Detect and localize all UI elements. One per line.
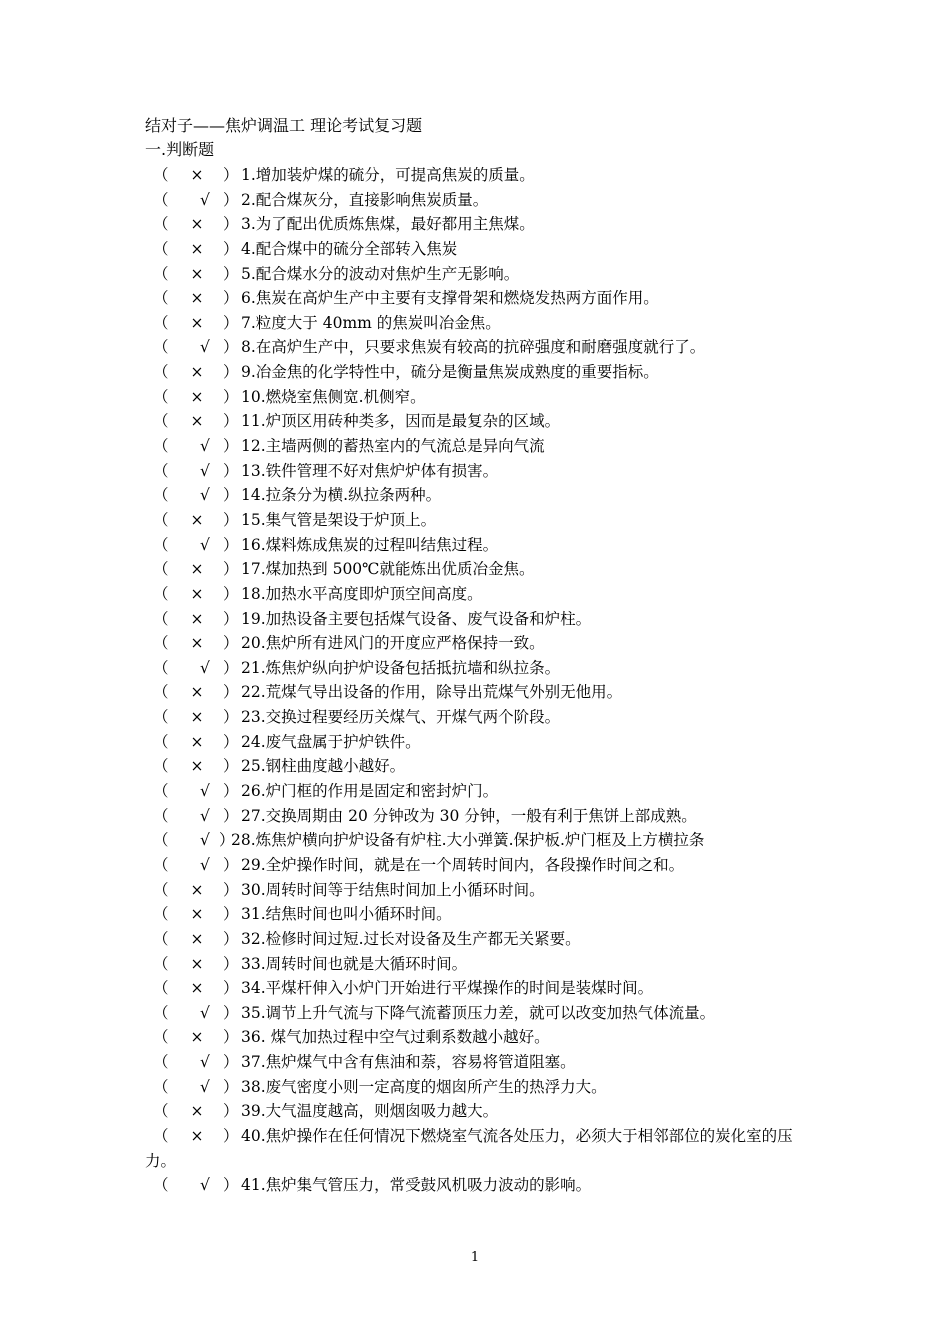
- answer-true-mark: √: [200, 1053, 210, 1072]
- question-text: 12.主墙两侧的蓄热室内的气流总是异向气流: [241, 437, 545, 456]
- question-text: 6.焦炭在高炉生产中主要有支撑骨架和燃烧发热两方面作用。: [241, 289, 659, 308]
- answer-close-paren: ）: [223, 1053, 239, 1072]
- answer-false-mark: ×: [190, 979, 204, 998]
- answer-open-paren: （: [153, 437, 169, 456]
- answer-close-paren: ）: [223, 486, 239, 505]
- answer-close-paren: ）: [219, 831, 235, 850]
- answer-true-mark: √: [200, 535, 210, 554]
- answer-true-mark: √: [200, 437, 210, 456]
- question-text: 15.集气管是架设于炉顶上。: [241, 510, 437, 529]
- question-item: [145, 779, 810, 804]
- answer-close-paren: ）: [223, 239, 239, 258]
- answer-open-paren: （: [153, 1028, 169, 1047]
- answer-true-mark: √: [200, 461, 210, 480]
- answer-false-mark: ×: [190, 412, 204, 431]
- answer-false-mark: ×: [190, 634, 204, 653]
- question-text: 21.炼焦炉纵向护炉设备包括抵抗墙和纵拉条。: [241, 658, 561, 677]
- question-item: [145, 680, 810, 705]
- answer-close-paren: ）: [223, 609, 239, 628]
- answer-close-paren: ）: [223, 190, 239, 209]
- answer-close-paren: ）: [223, 1126, 239, 1145]
- question-text: 30.周转时间等于结焦时间加上小循环时间。: [241, 880, 545, 899]
- question-text: 18.加热水平高度即炉顶空间高度。: [241, 584, 483, 603]
- question-item: [145, 163, 810, 188]
- question-item: [145, 533, 810, 558]
- answer-close-paren: ）: [223, 806, 239, 825]
- question-text: 33.周转时间也就是大循环时间。: [241, 954, 468, 973]
- answer-open-paren: （: [153, 905, 169, 924]
- answer-open-paren: （: [153, 658, 169, 677]
- answer-open-paren: （: [153, 757, 169, 776]
- question-item: [145, 188, 810, 213]
- question-text: 1.增加装炉煤的硫分，可提高焦炭的质量。: [241, 166, 535, 184]
- question-item: [145, 508, 810, 533]
- question-item: [145, 976, 810, 1001]
- question-item: [145, 582, 810, 607]
- answer-open-paren: （: [153, 929, 169, 948]
- answer-open-paren: （: [153, 634, 169, 653]
- answer-close-paren: ）: [223, 461, 239, 480]
- answer-open-paren: （: [153, 338, 169, 357]
- question-text: 32.检修时间过短.过长对设备及生产都无关紧要。: [241, 929, 581, 948]
- answer-false-mark: ×: [190, 215, 204, 234]
- question-text: 14.拉条分为横.纵拉条两种。: [241, 486, 442, 505]
- answer-false-mark: ×: [190, 732, 204, 751]
- answer-close-paren: ）: [223, 634, 239, 653]
- question-item: [145, 952, 810, 977]
- answer-close-paren: ）: [223, 166, 239, 184]
- question-item: [145, 557, 810, 582]
- answer-close-paren: ）: [223, 732, 239, 751]
- page-number: 1: [470, 1250, 480, 1265]
- answer-close-paren: ）: [223, 387, 239, 406]
- answer-false-mark: ×: [190, 289, 204, 308]
- answer-open-paren: （: [153, 831, 169, 850]
- question-text: 23.交换过程要经历关煤气、开煤气两个阶段。: [241, 708, 561, 727]
- answer-close-paren: ）: [223, 363, 239, 382]
- answer-close-paren: ）: [223, 979, 239, 998]
- question-text: 34.平煤杆伸入小炉门开始进行平煤操作的时间是装煤时间。: [241, 979, 654, 998]
- answer-false-mark: ×: [190, 683, 204, 702]
- question-text: 29.全炉操作时间，就是在一个周转时间内，各段操作时间之和。: [241, 855, 685, 874]
- answer-open-paren: （: [153, 289, 169, 308]
- answer-true-mark: √: [200, 806, 210, 825]
- question-text: 10.燃烧室焦侧宽.机侧窄。: [241, 387, 426, 406]
- answer-open-paren: （: [153, 1102, 169, 1121]
- answer-open-paren: （: [153, 855, 169, 874]
- question-text: 9.冶金焦的化学特性中，硫分是衡量焦炭成熟度的重要指标。: [241, 363, 659, 382]
- question-item: [145, 705, 810, 730]
- question-text: 41.焦炉集气管压力，常受鼓风机吸力波动的影响。: [241, 1176, 592, 1195]
- question-text: 5.配合煤水分的波动对焦炉生产无影响。: [241, 264, 520, 283]
- answer-false-mark: ×: [190, 954, 204, 973]
- answer-true-mark: √: [200, 1176, 210, 1195]
- question-text: 39.大气温度越高，则烟囱吸力越大。: [241, 1102, 499, 1121]
- answer-close-paren: ）: [223, 708, 239, 727]
- answer-close-paren: ）: [223, 412, 239, 431]
- answer-close-paren: ）: [223, 1003, 239, 1022]
- answer-false-mark: ×: [190, 387, 204, 406]
- question-text: 26.炉门框的作用是固定和密封炉门。: [241, 782, 499, 801]
- question-text: 20.焦炉所有进风门的开度应严格保持一致。: [241, 634, 545, 653]
- answer-open-paren: （: [153, 979, 169, 998]
- answer-close-paren: ）: [223, 855, 239, 874]
- answer-close-paren: ）: [223, 289, 239, 308]
- answer-false-mark: ×: [190, 905, 204, 924]
- answer-true-mark: √: [200, 1077, 210, 1096]
- answer-open-paren: （: [153, 486, 169, 505]
- answer-close-paren: ）: [223, 880, 239, 899]
- question-item: [145, 1124, 810, 1173]
- answer-false-mark: ×: [190, 609, 204, 628]
- question-item: [145, 409, 810, 434]
- question-item: [145, 360, 810, 385]
- answer-close-paren: ）: [223, 929, 239, 948]
- answer-open-paren: （: [153, 954, 169, 973]
- question-item: [145, 804, 810, 829]
- answer-close-paren: ）: [223, 215, 239, 234]
- answer-open-paren: （: [153, 412, 169, 431]
- answer-close-paren: ）: [223, 437, 239, 456]
- answer-close-paren: ）: [223, 683, 239, 702]
- answer-true-mark: √: [200, 658, 210, 677]
- question-item: [145, 853, 810, 878]
- answer-open-paren: （: [153, 806, 169, 825]
- answer-true-mark: √: [200, 831, 210, 850]
- section-heading: 一.判断题: [145, 140, 215, 159]
- answer-close-paren: ）: [223, 1176, 239, 1195]
- question-item: [145, 1025, 810, 1050]
- answer-open-paren: （: [153, 239, 169, 258]
- question-text: 36. 煤气加热过程中空气过剩系数越小越好。: [241, 1028, 550, 1047]
- answer-open-paren: （: [153, 313, 169, 332]
- answer-close-paren: ）: [223, 905, 239, 924]
- answer-false-mark: ×: [190, 1028, 204, 1047]
- question-item: [145, 730, 810, 755]
- answer-false-mark: ×: [190, 363, 204, 382]
- answer-close-paren: ）: [223, 510, 239, 529]
- question-item: [145, 902, 810, 927]
- question-item: [145, 212, 810, 237]
- answer-open-paren: （: [153, 363, 169, 382]
- answer-false-mark: ×: [190, 584, 204, 603]
- question-text: 22.荒煤气导出设备的作用，除导出荒煤气外别无他用。: [241, 683, 623, 702]
- answer-open-paren: （: [153, 535, 169, 554]
- answer-false-mark: ×: [190, 313, 204, 332]
- question-text: 16.煤料炼成焦炭的过程叫结焦过程。: [241, 535, 499, 554]
- question-item: [145, 656, 810, 681]
- answer-close-paren: ）: [223, 264, 239, 283]
- question-item: [145, 262, 810, 287]
- question-item: [145, 927, 810, 952]
- answer-close-paren: ）: [223, 757, 239, 776]
- question-text: 11.炉顶区用砖种类多，因而是最复杂的区域。: [241, 412, 561, 431]
- question-text: 7.粒度大于 40mm 的焦炭叫冶金焦。: [241, 313, 501, 332]
- question-item: [145, 434, 810, 459]
- answer-open-paren: （: [153, 560, 169, 579]
- answer-open-paren: （: [153, 1003, 169, 1022]
- answer-close-paren: ）: [223, 584, 239, 603]
- answer-true-mark: √: [200, 486, 210, 505]
- question-item: [145, 459, 810, 484]
- answer-false-mark: ×: [190, 708, 204, 727]
- answer-open-paren: （: [153, 880, 169, 899]
- answer-close-paren: ）: [223, 658, 239, 677]
- answer-open-paren: （: [153, 782, 169, 801]
- answer-close-paren: ）: [223, 954, 239, 973]
- answer-open-paren: （: [153, 166, 169, 184]
- answer-close-paren: ）: [223, 1077, 239, 1096]
- question-text: 13.铁件管理不好对焦炉炉体有损害。: [241, 461, 499, 480]
- question-item: [145, 607, 810, 632]
- answer-close-paren: ）: [223, 560, 239, 579]
- question-text: 38.废气密度小则一定高度的烟囱所产生的热浮力大。: [241, 1077, 607, 1096]
- answer-close-paren: ）: [223, 535, 239, 554]
- question-text: 2.配合煤灰分，直接影响焦炭质量。: [241, 190, 489, 209]
- answer-open-paren: （: [153, 584, 169, 603]
- answer-open-paren: （: [153, 1053, 169, 1072]
- question-item: [145, 286, 810, 311]
- question-text: 27.交换周期由 20 分钟改为 30 分钟，一般有利于焦饼上部成熟。: [241, 806, 697, 825]
- answer-open-paren: （: [153, 708, 169, 727]
- answer-open-paren: （: [153, 732, 169, 751]
- question-text: 19.加热设备主要包括煤气设备、废气设备和炉柱。: [241, 609, 592, 628]
- answer-true-mark: √: [200, 190, 210, 209]
- answer-false-mark: ×: [190, 166, 204, 184]
- question-text: 8.在高炉生产中，只要求焦炭有较高的抗碎强度和耐磨强度就行了。: [241, 338, 706, 357]
- question-item: [145, 1099, 810, 1124]
- document-title: 结对子——焦炉调温工 理论考试复习题: [145, 116, 423, 135]
- answer-close-paren: ）: [223, 1028, 239, 1047]
- answer-true-mark: √: [200, 782, 210, 801]
- answer-true-mark: √: [200, 855, 210, 874]
- answer-close-paren: ）: [223, 782, 239, 801]
- answer-open-paren: （: [153, 215, 169, 234]
- question-text: 28.炼焦炉横向护炉设备有炉柱.大小弹簧.保护板.炉门框及上方横拉条: [231, 831, 705, 850]
- answer-open-paren: （: [153, 264, 169, 283]
- answer-close-paren: ）: [223, 1102, 239, 1121]
- answer-open-paren: （: [153, 190, 169, 209]
- question-item: [145, 237, 810, 262]
- question-item: [145, 828, 810, 853]
- answer-open-paren: （: [153, 461, 169, 480]
- question-item: [145, 311, 810, 336]
- answer-open-paren: （: [153, 510, 169, 529]
- answer-false-mark: ×: [190, 1102, 204, 1121]
- question-text: 35.调节上升气流与下降气流蓄顶压力差，就可以改变加热气体流量。: [241, 1003, 716, 1022]
- question-item: [145, 1001, 810, 1026]
- answer-close-paren: ）: [223, 313, 239, 332]
- question-item: [145, 1050, 810, 1075]
- question-text: 31.结焦时间也叫小循环时间。: [241, 905, 452, 924]
- answer-false-mark: ×: [190, 560, 204, 579]
- answer-true-mark: √: [200, 338, 210, 357]
- question-text: 37.焦炉煤气中含有焦油和萘，容易将管道阻塞。: [241, 1053, 576, 1072]
- question-text: 3.为了配出优质炼焦煤，最好都用主焦煤。: [241, 215, 535, 234]
- question-item: [145, 335, 810, 360]
- question-item: [145, 1075, 810, 1100]
- question-item: [145, 754, 810, 779]
- answer-false-mark: ×: [190, 264, 204, 283]
- answer-false-mark: ×: [190, 757, 204, 776]
- question-text: 24.废气盘属于护炉铁件。: [241, 732, 421, 751]
- answer-open-paren: （: [153, 609, 169, 628]
- answer-open-paren: （: [153, 1077, 169, 1096]
- answer-close-paren: ）: [223, 338, 239, 357]
- question-item: [145, 631, 810, 656]
- answer-open-paren: （: [153, 683, 169, 702]
- question-text: 25.钢柱曲度越小越好。: [241, 757, 406, 776]
- answer-open-paren: （: [153, 387, 169, 406]
- answer-open-paren: （: [153, 1176, 169, 1195]
- answer-open-paren: （: [153, 1126, 169, 1145]
- question-item: [145, 878, 810, 903]
- question-text: 40.焦炉操作在任何情况下燃烧室气流各处压力，必须大于相邻部位的炭化室的压力。: [145, 1126, 793, 1170]
- question-item: [145, 1173, 810, 1198]
- question-text: 17.煤加热到 500℃就能炼出优质冶金焦。: [241, 560, 535, 579]
- answer-false-mark: ×: [190, 239, 204, 258]
- answer-false-mark: ×: [190, 510, 204, 529]
- answer-false-mark: ×: [190, 880, 204, 899]
- question-item: [145, 385, 810, 410]
- question-list: [145, 163, 810, 1198]
- answer-false-mark: ×: [190, 1126, 204, 1145]
- question-item: [145, 483, 810, 508]
- answer-true-mark: √: [200, 1003, 210, 1022]
- answer-false-mark: ×: [190, 929, 204, 948]
- question-text: 4.配合煤中的硫分全部转入焦炭: [241, 239, 458, 258]
